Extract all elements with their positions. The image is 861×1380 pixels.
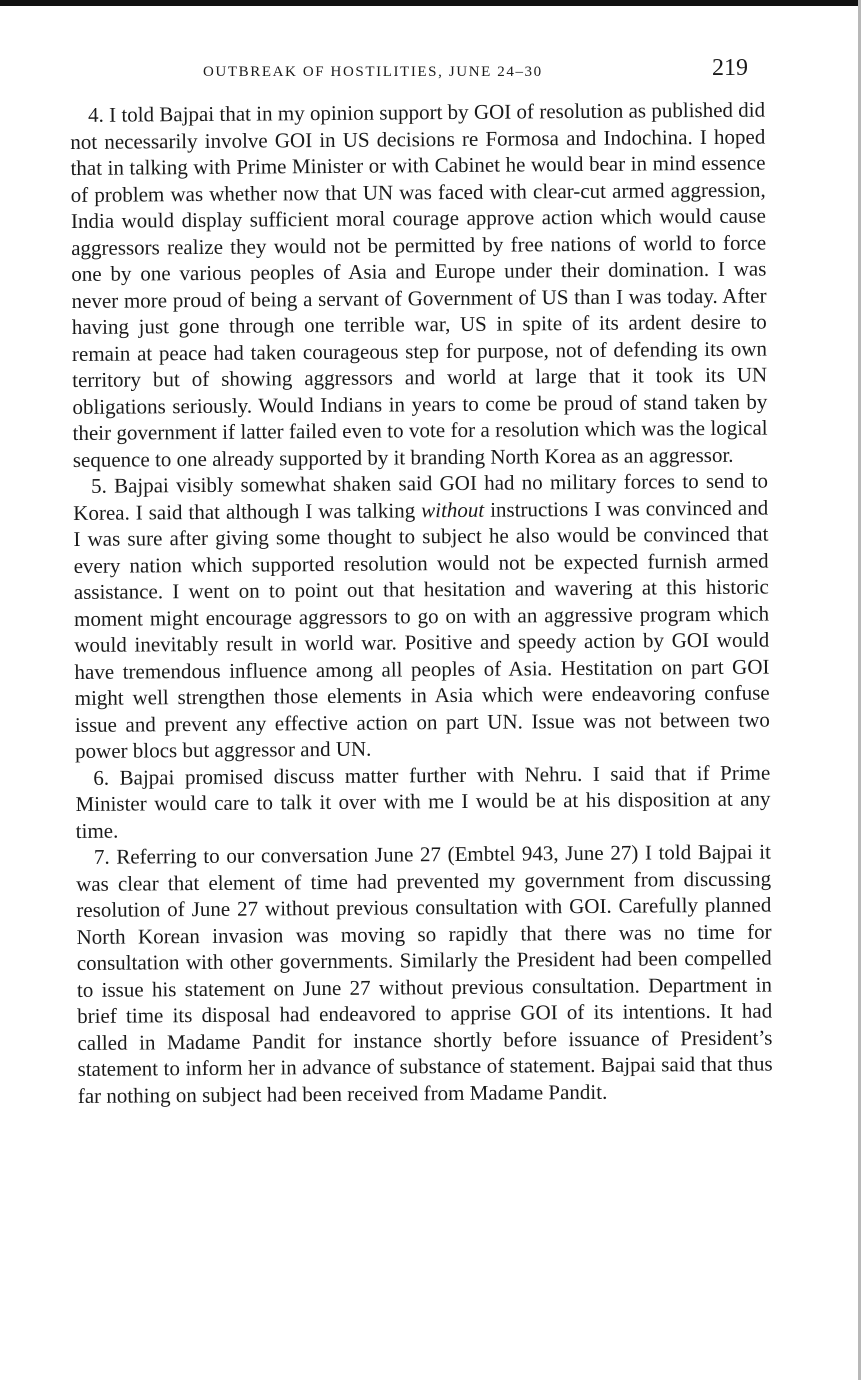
running-head: OUTBREAK OF HOSTILITIES, JUNE 24–30	[203, 64, 543, 80]
page-top-edge	[0, 0, 861, 6]
page-number: 219	[712, 55, 748, 81]
emphasis-without: without	[421, 497, 485, 522]
body-text	[70, 97, 773, 1109]
paragraph-4: 4. I told Bajpai that in my opinion support by GOI of resolution as published did not necessarily involve GOI in US decisions re Formosa and Indochina. I hoped that in talking with Prime Minister or with Cabinet he would bear in mind essence of problem was whether now that UN was faced with clear-cut armed aggression, India would display sufficient moral courage approve action which would cause aggressors realize they would not be permitted by free nations of world to force one by one various peoples of Asia and Europe under their domination. I was never more proud of being a servant of Government of US than I was today. After having just gone through one terrible war, US in spite of its ardent desire to remain at peace had taken courageous step for purpose, not of defending its own territory but of showing aggressors and world at large that it took its UN obligations seriously. Would Indians in years to come be proud of stand taken by their government if latter failed even to vote for a resolution which was the logical sequence to one already supported by it branding North Korea as an aggressor.	[70, 97, 768, 472]
paragraph-5-part-1: 5. Bajpai visibly somewhat shaken said GOI had no military forces to send to Korea. I said that although I was talking	[73, 468, 769, 525]
paragraph-7: 7. Referring to our conversation June 27 (Embtel 943, June 27) I told Bajpai it was clear that element of time had prevented my government from discussing resolution of June 27 without previous consultation with GOI. Carefully planned North Korean invasion was moving so rapidly that there was no time for consultation with other governments. Similarly the President had been compelled to issue his statement on June 27 without previous consultation. Department in brief time its disposal had endeavored to apprise GOI of its intentions. It had called in Madame Pandit for instance shortly before issuance of President’s statement to inform her in advance of substance of statement. Bajpai said that thus far nothing on subject had been received from Madame Pandit.	[76, 839, 773, 1108]
paragraph-6: 6. Bajpai promised discuss matter further with Nehru. I said that if Prime Minister would care to talk it over with me I would be at his disposition at any time.	[75, 760, 771, 843]
page-header	[0, 55, 861, 95]
paragraph-5-part-2: instructions I was convinced and I was sure after giving some thought to subject he also would be convinced that every nation which supported resolution would not be expected furnish armed assistance. I went on to point out that hesitation and wavering at this historic moment might encourage aggressors to go on with an aggressive program which would inevitably result in world war. Positive and speedy action by GOI would have tremendous influence among all peoples of Asia. Hestitation on part GOI might well strengthen those elements in Asia which were endeavoring confuse issue and prevent any effective action on part UN. Issue was not between two power blocs but aggressor and UN.	[73, 495, 770, 763]
paragraph-5	[73, 468, 770, 765]
